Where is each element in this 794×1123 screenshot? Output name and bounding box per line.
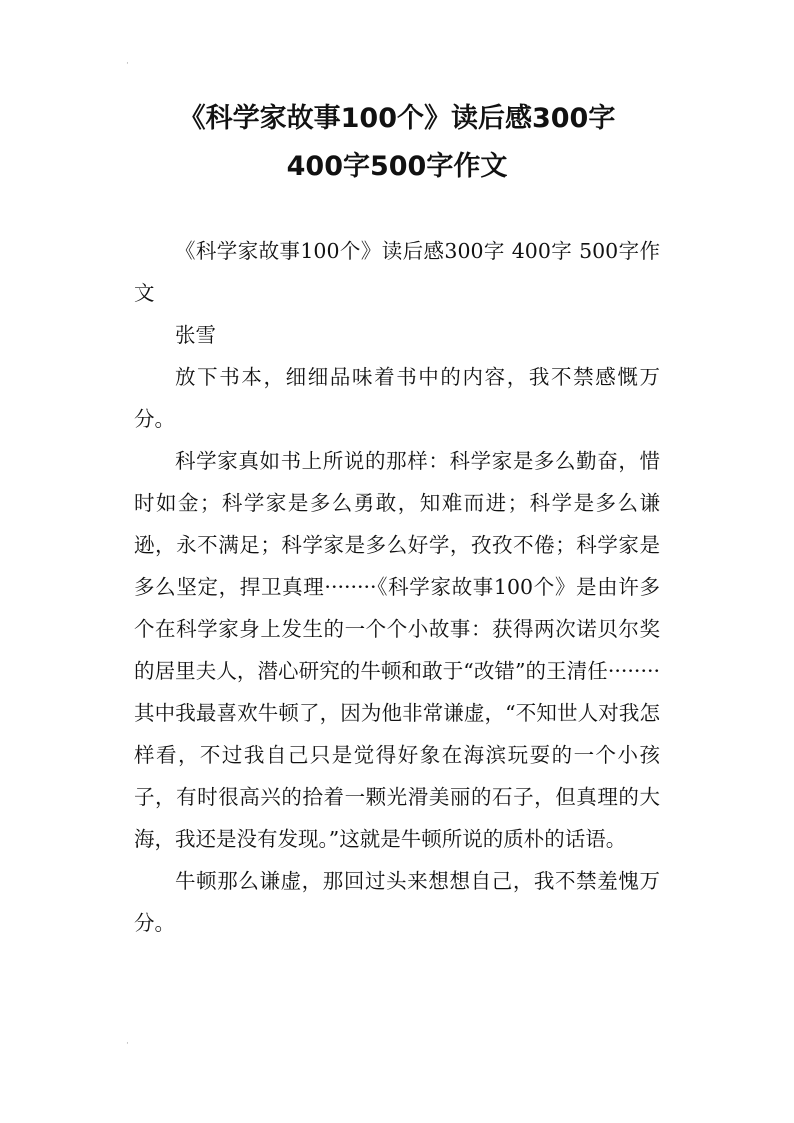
title-line-1: 《科学家故事100个》读后感300字 (178, 103, 616, 134)
page-corner-mark-bottom: · (126, 1039, 129, 1049)
author-name: 张雪 (175, 323, 216, 347)
page-corner-mark-top: · (126, 59, 129, 69)
document-title (80, 95, 714, 191)
subtitle-paragraph: 《科学家故事100个》读后感300字 400字 500字作文 (134, 239, 660, 305)
body-paragraph: 科学家真如书上所说的那样：科学家是多么勤奋，惜时如金；科学家是多么勇敢，知难而进；科学是多么谦逊，永不满足；科学家是多么好学，孜孜不倦；科学家是多么坚定，捍卫真理········《科学家故事100个》是由许多个在科学家身上发生的一个个小故事：获得两次诺贝尔奖的居里夫人，潜心研究的牛顿和敢于“改错”的王清任········其中我最喜欢牛顿了，因为他非常谦虚，“不知世人对我怎样看，不过我自己只是觉得好象在海滨玩耍的一个小孩子，有时很高兴的拾着一颗光滑美丽的石子，但真理的大海，我还是没有发现。”这就是牛顿所说的质朴的话语。 (134, 449, 660, 851)
title-line-2: 400字500字作文 (286, 151, 508, 182)
body-paragraph: 放下书本，细细品味着书中的内容，我不禁感慨万分。 (134, 365, 660, 431)
document-body (134, 230, 660, 944)
body-paragraph: 牛顿那么谦虚，那回过头来想想自己，我不禁羞愧万分。 (134, 869, 660, 935)
